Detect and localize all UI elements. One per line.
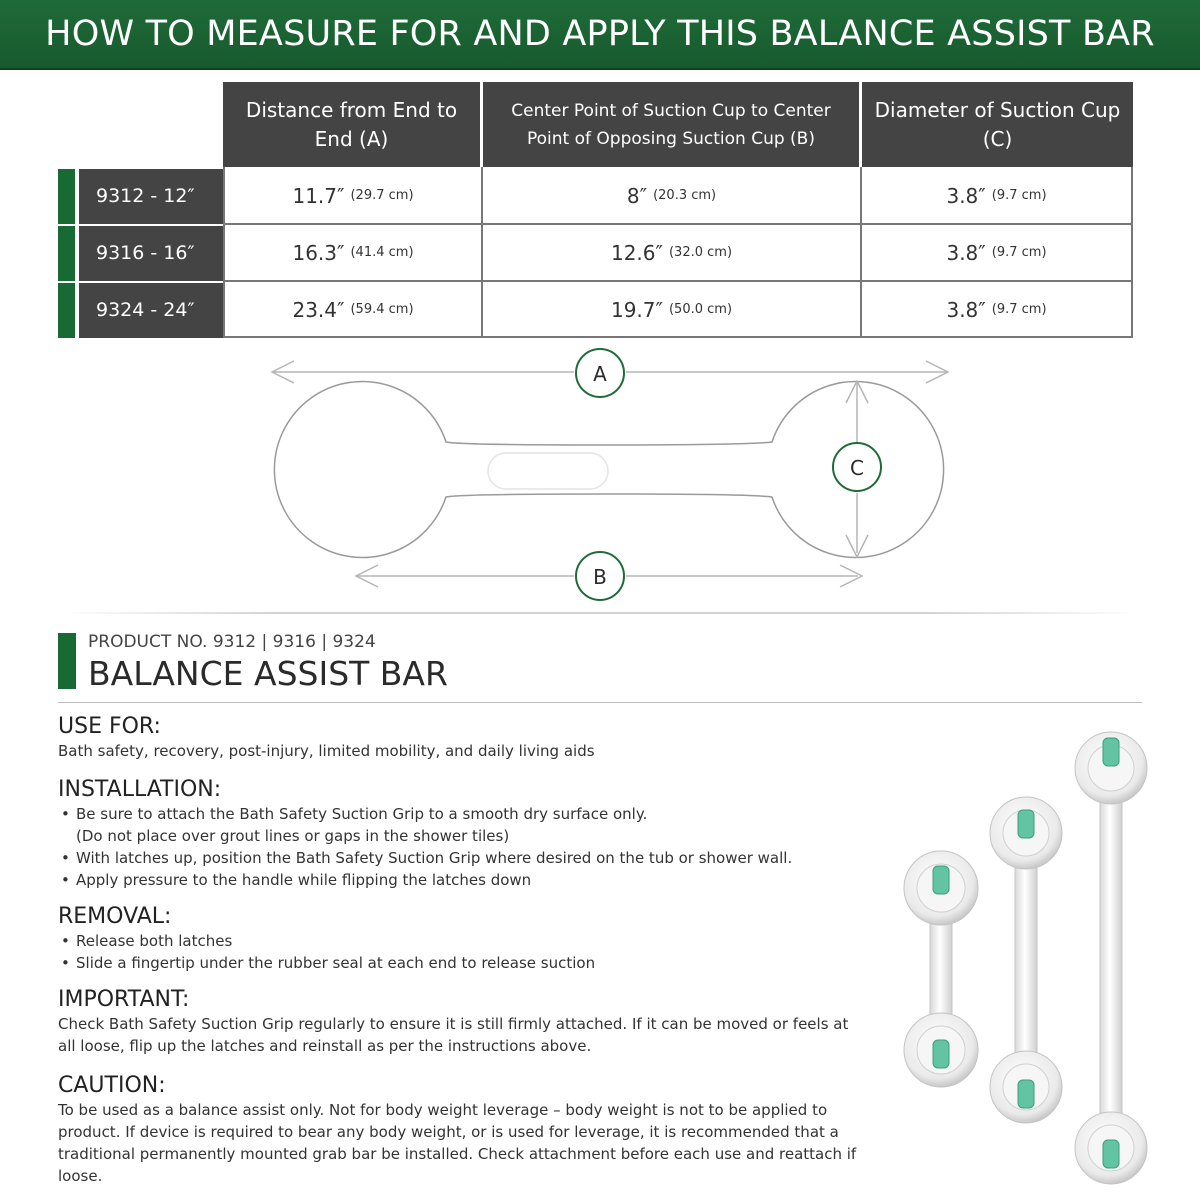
value-inches: 19.7″ — [610, 297, 663, 322]
value-cm: (50.0 cm) — [668, 302, 733, 317]
row-label-text: 9316 - 16″ — [79, 226, 223, 281]
section-divider — [60, 612, 1140, 614]
product-accent-bar — [58, 633, 76, 689]
spec-grid — [223, 167, 1133, 338]
row-label-9324 — [58, 283, 223, 338]
installation-list — [58, 803, 868, 891]
cell-c — [862, 225, 1131, 280]
value-cm: (20.3 cm) — [653, 188, 717, 203]
grab-bar-24 — [1075, 732, 1147, 1184]
cell-b — [483, 282, 860, 337]
value-inches: 3.8″ — [946, 183, 986, 208]
value-inches: 3.8″ — [946, 297, 986, 322]
installation-heading: INSTALLATION: — [58, 777, 222, 802]
label-b: B — [593, 565, 607, 589]
row-accent-bar — [58, 283, 75, 338]
value-inches: 12.6″ — [610, 240, 663, 265]
cell-a — [225, 225, 481, 280]
grab-bar-12 — [904, 851, 978, 1087]
list-item: (Do not place over grout lines or gaps in the shower tiles) — [76, 827, 510, 845]
handle-grip — [488, 453, 608, 489]
removal-section — [58, 904, 868, 974]
row-label-text: 9312 - 12″ — [79, 169, 223, 224]
measurement-diagram — [260, 345, 960, 609]
value-cm: (9.7 cm) — [991, 245, 1047, 260]
value-cm: (41.4 cm) — [350, 245, 414, 260]
list-item: • Apply pressure to the handle while flipping the latches down — [58, 869, 868, 891]
installation-section — [58, 777, 868, 891]
header-banner — [0, 0, 1200, 70]
value-cm: (59.4 cm) — [350, 302, 414, 317]
cell-a — [225, 168, 481, 223]
product-title: BALANCE ASSIST BAR — [88, 654, 448, 693]
value-cm: (9.7 cm) — [991, 302, 1047, 317]
list-item: • With latches up, position the Bath Safety Suction Grip where desired on the tub or shower wall. — [58, 847, 868, 869]
row-label-9316 — [58, 226, 223, 281]
caution-section — [58, 1073, 858, 1187]
list-item: • Slide a fingertip under the rubber seal at each end to release suction — [58, 952, 868, 974]
label-a: A — [593, 362, 607, 386]
important-text: Check Bath Safety Suction Grip regularly to ensure it is still firmly attached. If it can be moved or feels at all loose, flip up the latches and reinstall as per the instructions above. — [58, 1015, 849, 1055]
cell-a — [225, 282, 481, 337]
list-item: • Release both latches — [58, 930, 868, 952]
grab-bar-16 — [990, 797, 1062, 1123]
banner-title: HOW TO MEASURE FOR AND APPLY THIS BALANCE ASSIST BAR — [45, 14, 1155, 54]
use-for-section — [58, 714, 868, 762]
row-label-text: 9324 - 24″ — [79, 283, 223, 338]
product-photo — [895, 730, 1175, 1194]
row-label-9312 — [58, 169, 223, 224]
column-header-c: Diameter of Suction Cup (C) — [862, 82, 1133, 167]
label-c: C — [850, 456, 864, 480]
value-cm: (9.7 cm) — [991, 188, 1047, 203]
row-accent-bar — [58, 169, 75, 224]
product-rule — [58, 702, 1142, 703]
important-heading: IMPORTANT: — [58, 987, 190, 1012]
caution-text: To be used as a balance assist only. Not for body weight leverage – body weight is not to be applied to product. If device is required to bear any body weight, or is used for leverage, it is recommended that a traditional permanently mounted grab bar be installed. Check attachment before each use and reattach if loose. — [58, 1101, 857, 1185]
removal-heading: REMOVAL: — [58, 904, 172, 929]
column-header-b: Center Point of Suction Cup to Center Point of Opposing Suction Cup (B) — [483, 82, 859, 167]
grab-bars-illustration — [895, 730, 1175, 1190]
column-header-a: Distance from End to End (A) — [223, 82, 480, 167]
use-for-heading: USE FOR: — [58, 714, 161, 739]
cell-c — [862, 282, 1131, 337]
removal-list — [58, 930, 868, 974]
value-inches: 3.8″ — [946, 240, 986, 265]
list-item: • Be sure to attach the Bath Safety Suction Grip to a smooth dry surface only. — [58, 803, 868, 825]
value-cm: (32.0 cm) — [668, 245, 733, 260]
cell-c — [862, 168, 1131, 223]
value-cm: (29.7 cm) — [350, 188, 414, 203]
product-number: PRODUCT NO. 9312 | 9316 | 9324 — [88, 632, 376, 652]
use-for-text: Bath safety, recovery, post-injury, limited mobility, and daily living aids — [58, 742, 595, 760]
caution-heading: CAUTION: — [58, 1073, 166, 1098]
value-inches: 8″ — [626, 183, 648, 208]
bar-outline-diagram — [260, 345, 960, 605]
cell-b — [483, 168, 860, 223]
row-accent-bar — [58, 226, 75, 281]
value-inches: 11.7″ — [292, 183, 345, 208]
value-inches: 23.4″ — [292, 297, 345, 322]
value-inches: 16.3″ — [292, 240, 345, 265]
important-section — [58, 987, 858, 1057]
cell-b — [483, 225, 860, 280]
